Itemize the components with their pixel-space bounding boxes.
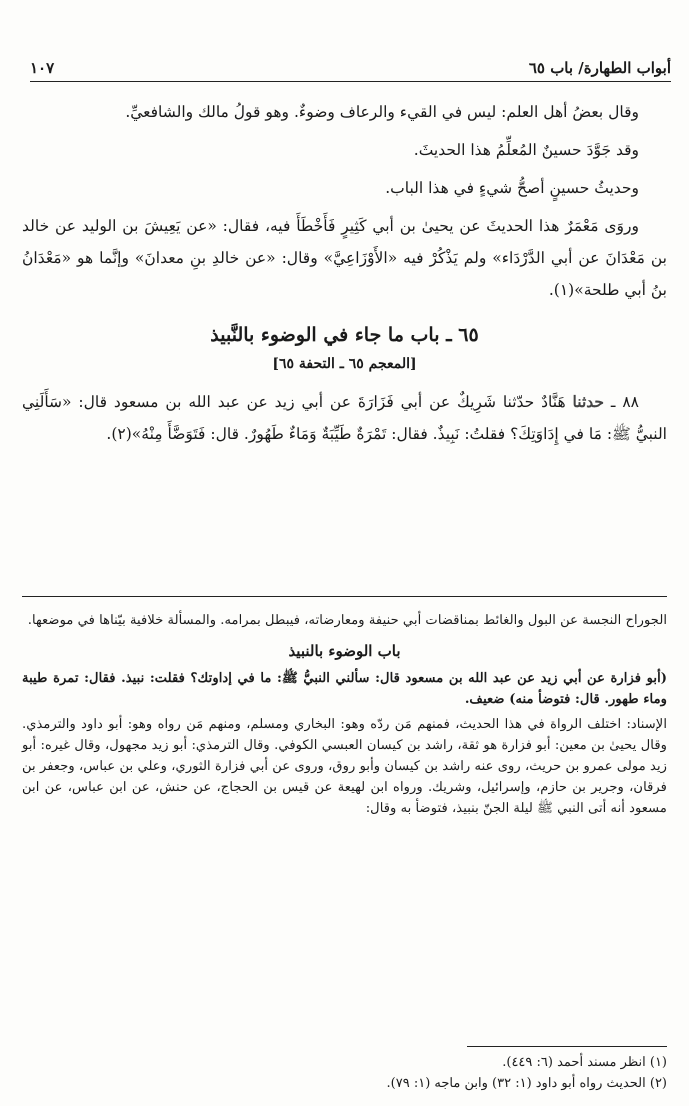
commentary-isnad: الإسناد: اختلف الرواة في هذا الحديث، فمنهم مَن ردّه وهو: البخاري ومسلم، ومنهم مَن رواه وهو: أبو داود والترمذي. وقال يحيىٰ بن معين: أبو فزارة هو ثقة، راشد بن كيسان العبسي الكوفي. وقال الترمذي: أبو زيد مجهول، وقال غيره: أبو زيد مولى عمرو بن حريث، روى عنه راشد بن كيسان وأبو روق، وروى عن أبي فزارة الثوري، وعلي بن عباس، وجعفر بن فرقان، وجرير بن حازم، وإسرائيل، وشريك. ورواه ابن لهيعة عن قيس بن الحجاج، عن حنش، عن ابن عباس، عن ابن مسعود أنه أتى النبي ﷺ ليلة الجنّ بنبيذ، فتوضأ به وقال: xyxy=(22,717,667,816)
commentary-section xyxy=(22,610,667,823)
paragraph-4: وروَى مَعْمَرٌ هذا الحديثَ عن يحيىٰ بن أبي كَثِيرٍ فَأَخْطَأَ فيه، فقال: «عن يَعِيشَ بن الوليد عن خالد بن مَعْدَانَ عن أبي الدَّرْدَاء» ولم يَذْكُرْ فيه «الأَوْزَاعِيَّ» وقال: «عن خالدِ بنِ معدانَ» وإنَّما هو «مَعْدَانُ بنُ أبي طلحة»(١). xyxy=(22,217,667,299)
hadith-text: هَنَّادٌ حدّثنا شَرِيكٌ عن أبي فَزَارَةَ عن أبي زيد عن عبد الله بن مسعود قال: «سَأَلَنِي النبيُّ ﷺ: مَا في إِدَاوَتِكَ؟ فقلتُ: نَبِيذٌ. فقال: تَمْرَةٌ طَيِّبَةٌ وَمَاءٌ طَهُورٌ. قال: فَتَوَضَّأَ مِنْهُ»(٢). xyxy=(22,393,667,443)
hadith-number: ٨٨ ـ xyxy=(610,393,639,411)
commentary-paragraph-1: الجوراح النجسة عن البول والغائط بمناقضات أبي حنيفة ومعارضاته، فيبطل بمرامه. والمسألة خلافية بيّناها في موضعها. xyxy=(27,613,667,628)
header-title: أبواب الطهارة/ باب ٦٥ xyxy=(528,59,671,77)
running-header xyxy=(30,50,671,82)
paragraph-2: وقد جَوَّدَ حسينٌ المُعلِّمُ هذا الحديثَ. xyxy=(413,141,639,159)
commentary-title: باب الوضوء بالنبيذ xyxy=(288,642,401,660)
hadith-paragraph xyxy=(22,386,667,450)
page-number: ١٠٧ xyxy=(30,59,55,77)
footnotes xyxy=(22,1052,667,1094)
section-divider xyxy=(22,596,667,597)
chapter-subtitle: [المعجم ٦٥ ـ التحفة ٦٥] xyxy=(272,356,417,372)
footnote-divider xyxy=(467,1046,667,1047)
commentary-hadith: (أبو فزارة عن أبي زيد عن عبد الله بن مسعود قال: سألني النبيُّ ﷺ: ما في إداوتك؟ فقلت: نبيذ. فقال: تمرة طيبة وماء طهور. قال: فتوضأ منه) ضعيف. xyxy=(22,671,667,707)
hadith-keyword: حدثنا xyxy=(572,392,604,411)
chapter-title: ٦٥ ـ باب ما جاء في الوضوء بالنَّبيذ xyxy=(210,324,479,346)
main-text xyxy=(22,96,667,456)
footnote-1: (١) انظر مسند أحمد (٦: ٤٤٩). xyxy=(502,1055,667,1070)
paragraph-1: وقال بعضُ أهل العلم: ليس في القيء والرعاف وضوءٌ. وهو قولُ مالك والشافعيِّ. xyxy=(125,103,639,121)
footnote-2: (٢) الحديث رواه أبو داود (١: ٣٢) وابن ماجه (١: ٧٩). xyxy=(386,1076,667,1091)
paragraph-3: وحديثُ حسينٍ أصحُّ شيءٍ في هذا الباب. xyxy=(385,179,639,197)
